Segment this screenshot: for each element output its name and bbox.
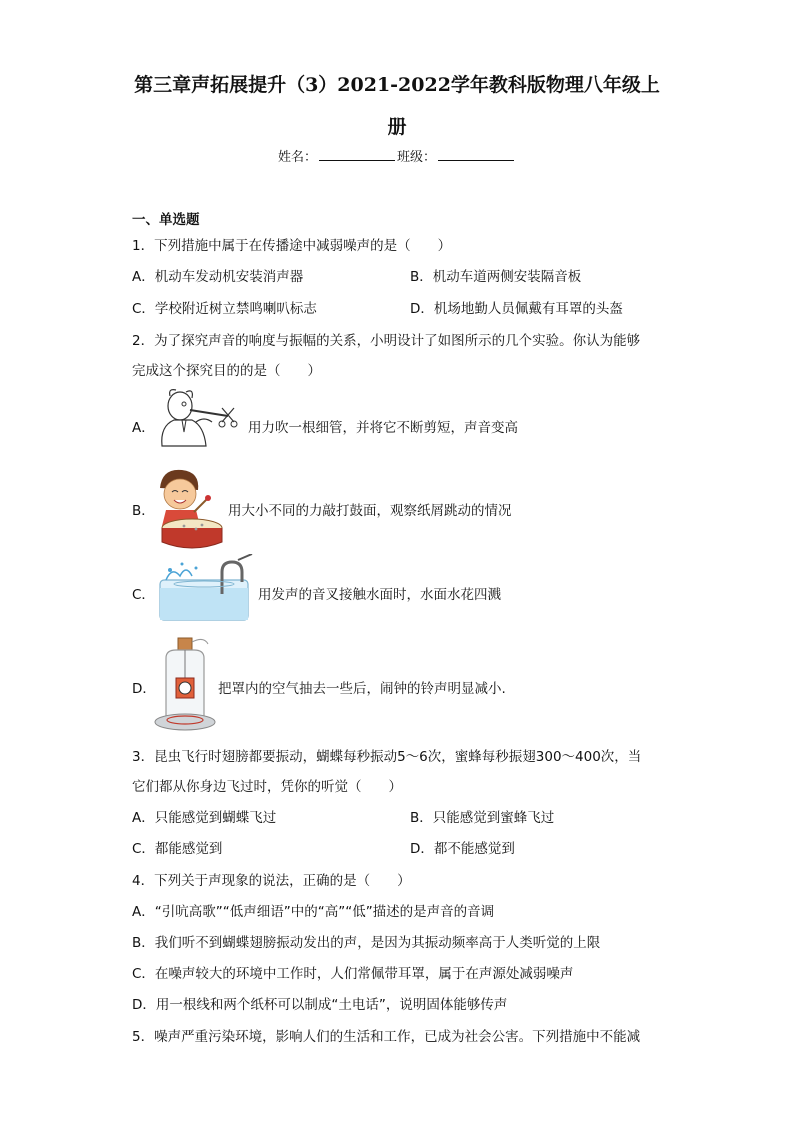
student-info-row	[0, 146, 794, 165]
q2-stem-line2: 完成这个探究目的的是（ ）	[132, 363, 321, 379]
q4-stem: 4．下列关于声现象的说法，正确的是（ ）	[132, 873, 411, 889]
class-blank[interactable]	[438, 148, 514, 161]
q1-option-c: C．学校附近树立禁鸣喇叭标志	[132, 301, 317, 317]
boy-drum-illustration	[152, 466, 230, 550]
document-title-line1: 第三章声拓展提升（3）2021-2022学年教科版物理八年级上	[134, 74, 660, 96]
q2-option-a-label: A．	[132, 420, 155, 436]
bell-jar-clock-illustration	[152, 634, 218, 736]
q3-option-b: B．只能感觉到蜜蜂飞过	[410, 810, 555, 826]
man-blowing-tube-illustration	[152, 386, 248, 460]
q3-option-c: C．都能感觉到	[132, 841, 223, 857]
q1-stem: 1．下列措施中属于在传播途中减弱噪声的是（ ）	[132, 238, 452, 254]
q4-option-b: B．我们听不到蝴蝶翅膀振动发出的声，是因为其振动频率高于人类听觉的上限	[132, 935, 601, 951]
q4-option-a: A．“引吭高歌”“低声细语”中的“高”“低”描述的是声音的音调	[132, 904, 495, 920]
q3-option-d: D．都不能感觉到	[410, 841, 515, 857]
section-heading: 一、单选题	[132, 212, 200, 228]
q3-option-a: A．只能感觉到蝴蝶飞过	[132, 810, 277, 826]
q2-option-b-text: 用大小不同的力敲打鼓面，观察纸屑跳动的情况	[228, 503, 512, 519]
q1-option-b: B．机动车道两侧安装隔音板	[410, 269, 582, 285]
q3-stem-line2: 它们都从你身边飞过时，凭你的听觉（ ）	[132, 779, 402, 795]
q1-option-d: D．机场地勤人员佩戴有耳罩的头盔	[410, 301, 623, 317]
q5-stem-line1: 5．噪声严重污染环境，影响人们的生活和工作，已成为社会公害。下列措施中不能减	[132, 1029, 641, 1045]
q3-stem-line1: 3．昆虫飞行时翅膀都要振动，蝴蝶每秒振动5～6次，蜜蜂每秒振翅300～400次，当	[132, 749, 642, 765]
q4-option-c: C．在噪声较大的环境中工作时，人们常佩带耳罩，属于在声源处减弱噪声	[132, 966, 574, 982]
name-blank[interactable]	[319, 148, 395, 161]
q2-option-c-label: C．	[132, 587, 155, 603]
q1-option-a: A．机动车发动机安装消声器	[132, 269, 304, 285]
name-label: 姓名：	[277, 150, 317, 165]
q2-option-a-text: 用力吹一根细管，并将它不断剪短，声音变高	[248, 420, 518, 436]
q2-stem-line1: 2．为了探究声音的响度与振幅的关系，小明设计了如图所示的几个实验。你认为能够	[132, 333, 641, 349]
q2-option-b-label: B．	[132, 503, 155, 519]
tuning-fork-water-illustration	[152, 554, 256, 626]
q2-option-d-label: D．	[132, 681, 156, 697]
class-label: 班级：	[397, 150, 437, 165]
q2-option-d-text: 把罩内的空气抽去一些后，闹钟的铃声明显减小.	[218, 681, 506, 697]
q4-option-d: D．用一根线和两个纸杯可以制成“土电话”，说明固体能够传声	[132, 997, 508, 1013]
document-title-line2: 册	[387, 116, 407, 138]
q2-option-c-text: 用发声的音叉接触水面时，水面水花四溅	[258, 587, 501, 603]
